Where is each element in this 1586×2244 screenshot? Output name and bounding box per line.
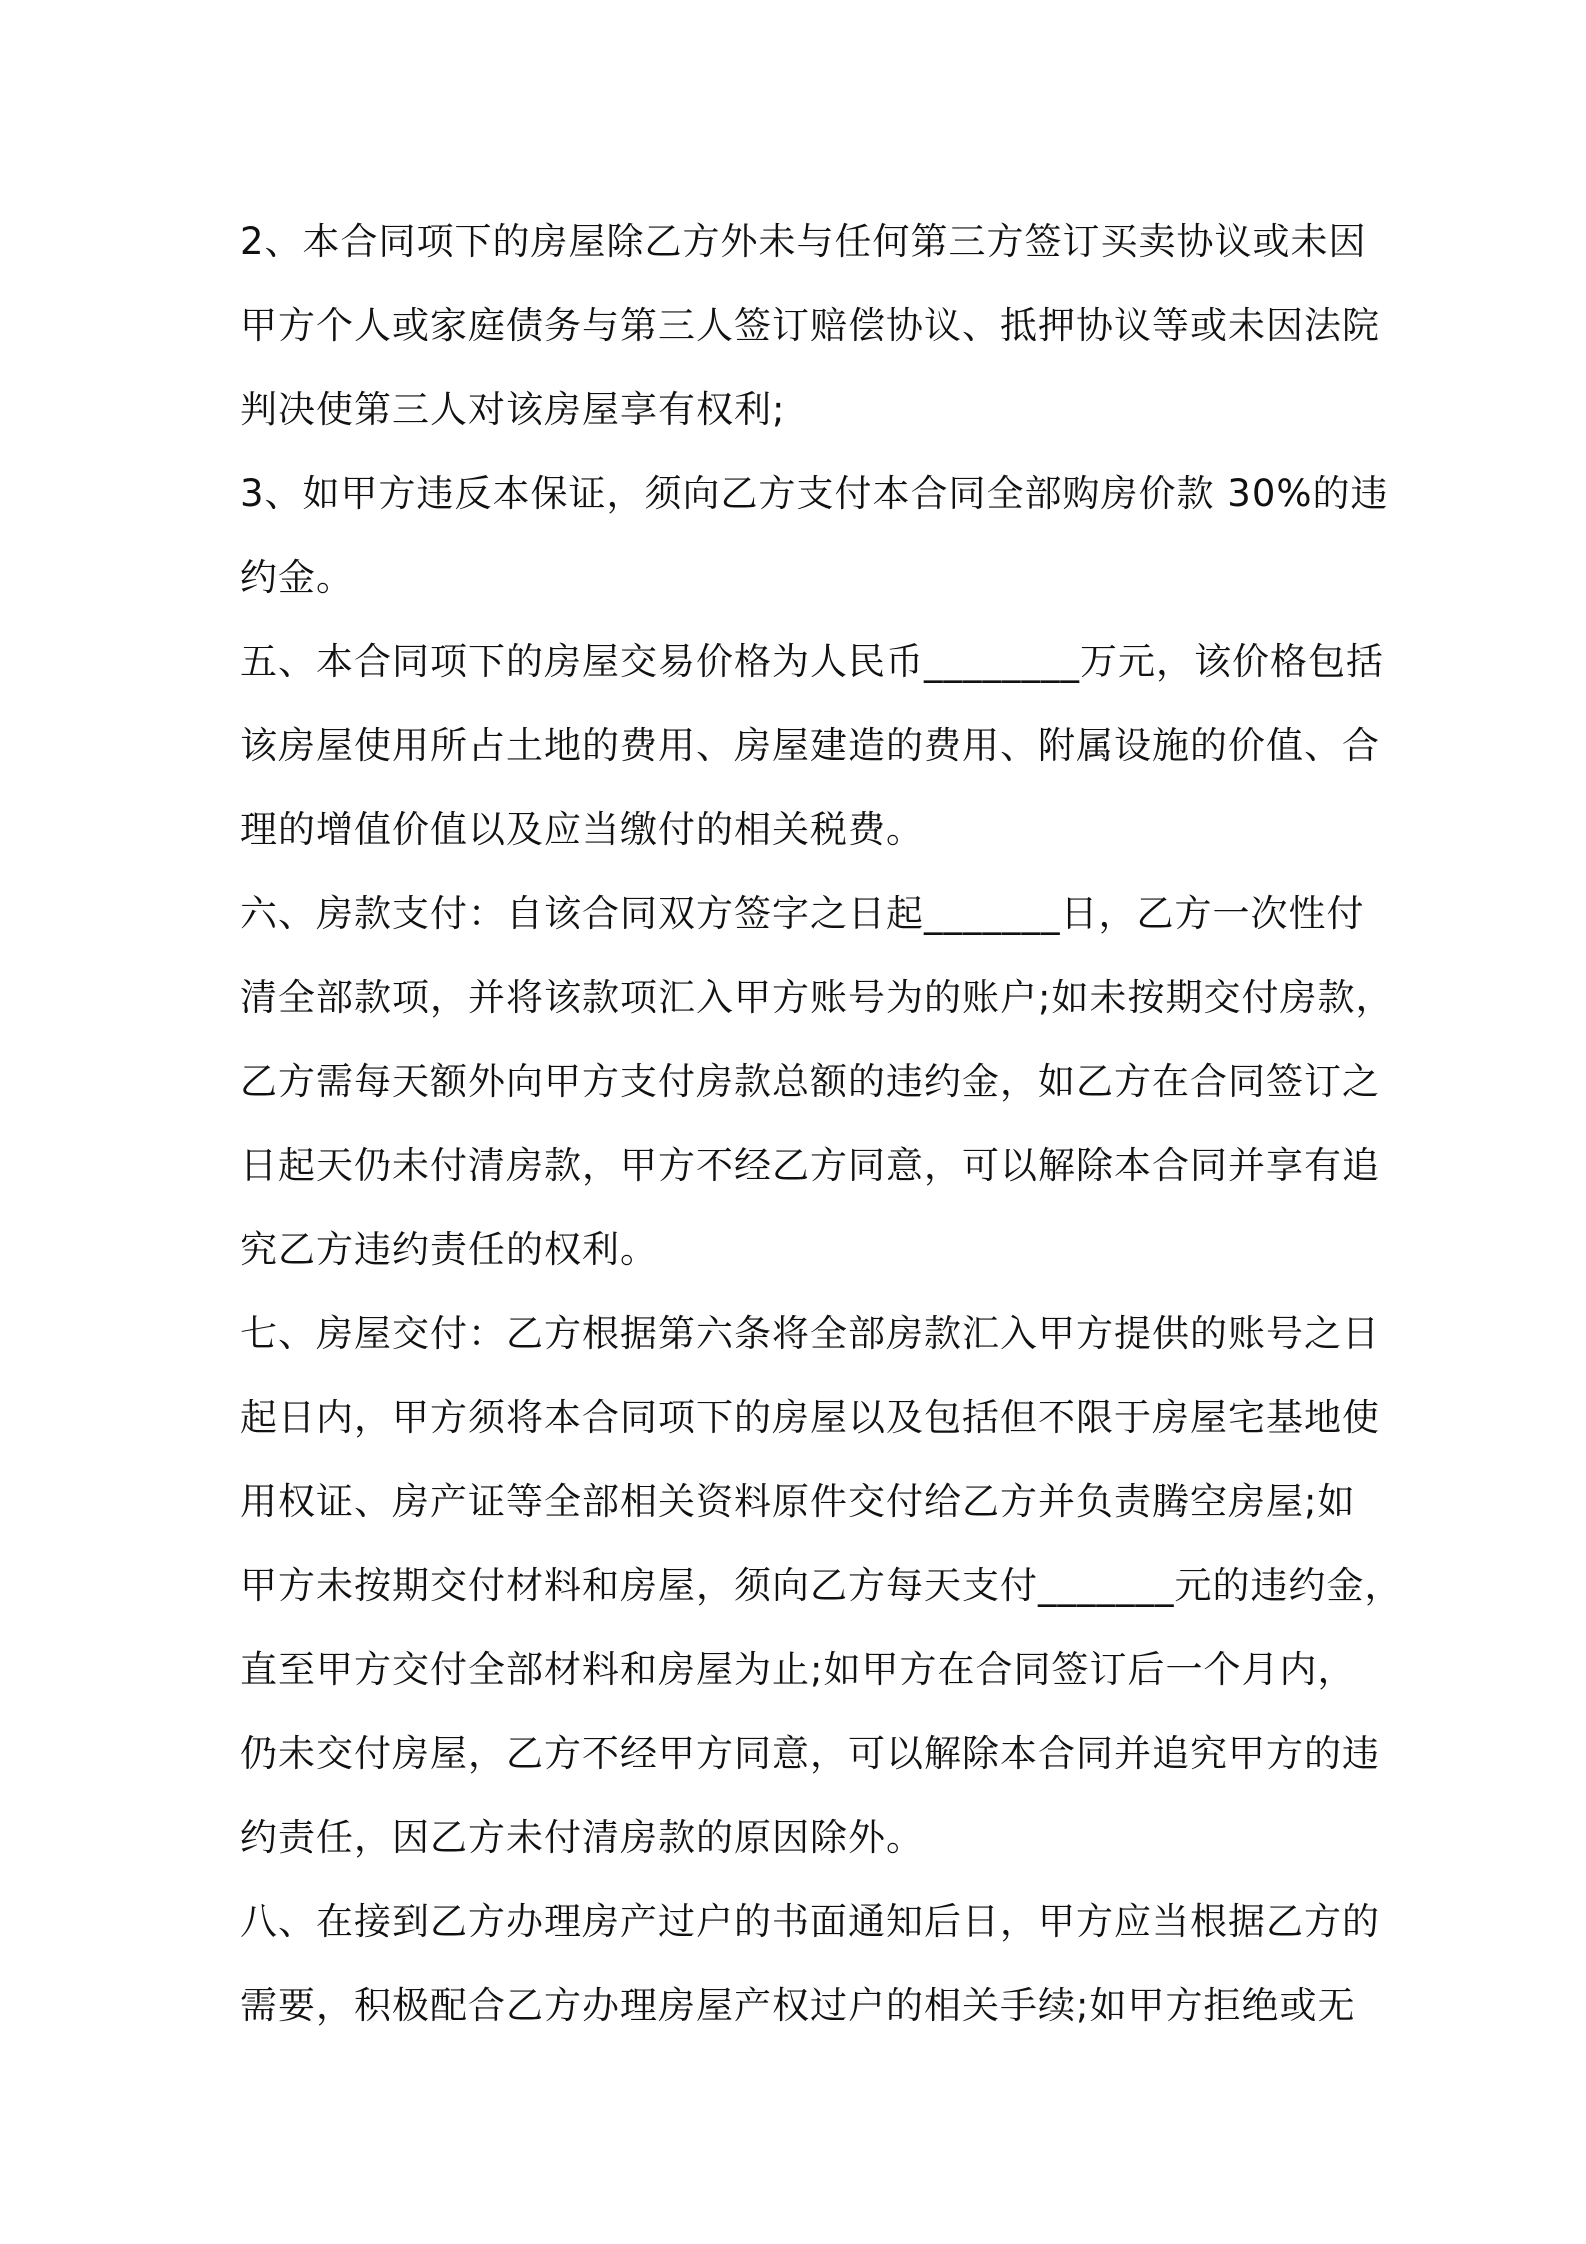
text-line: 甲方未按期交付材料和房屋，须向乙方每天支付_______元的违约金，	[240, 1564, 1403, 1607]
text-line: 五、本合同项下的房屋交易价格为人民币________万元，该价格包括	[240, 640, 1384, 683]
text-line: 七、房屋交付：乙方根据第六条将全部房款汇入甲方提供的账号之日	[240, 1312, 1380, 1355]
text-line: 理的增值价值以及应当缴付的相关税费。	[240, 808, 924, 851]
text-line: 八、在接到乙方办理房产过户的书面通知后日，甲方应当根据乙方的	[240, 1900, 1380, 1943]
text-line: 直至甲方交付全部材料和房屋为止;如甲方在合同签订后一个月内，	[240, 1648, 1356, 1691]
text-line: 3、如甲方违反本保证，须向乙方支付本合同全部购房价款 30%的违	[240, 472, 1389, 515]
text-line: 约责任，因乙方未付清房款的原因除外。	[240, 1816, 924, 1859]
text-line: 清全部款项，并将该款项汇入甲方账号为的账户;如未按期交付房款，	[240, 976, 1394, 1019]
text-line: 仍未交付房屋，乙方不经甲方同意，可以解除本合同并追究甲方的违	[240, 1732, 1380, 1775]
text-line: 用权证、房产证等全部相关资料原件交付给乙方并负责腾空房屋;如	[240, 1480, 1356, 1523]
text-line: 六、房款支付：自该合同双方签字之日起_______日，乙方一次性付	[240, 892, 1365, 935]
text-line: 2、本合同项下的房屋除乙方外未与任何第三方签订买卖协议或未因	[240, 220, 1367, 263]
text-line: 乙方需每天额外向甲方支付房款总额的违约金，如乙方在合同签订之	[240, 1060, 1380, 1103]
contract-body-text	[240, 200, 1403, 2048]
text-line: 约金。	[240, 556, 354, 599]
text-line: 判决使第三人对该房屋享有权利;	[240, 388, 786, 431]
text-line: 甲方个人或家庭债务与第三人签订赔偿协议、抵押协议等或未因法院	[240, 304, 1380, 347]
text-line: 日起天仍未付清房款，甲方不经乙方同意，可以解除本合同并享有追	[240, 1144, 1380, 1187]
text-line: 需要，积极配合乙方办理房屋产权过户的相关手续;如甲方拒绝或无	[240, 1984, 1356, 2027]
text-line: 该房屋使用所占土地的费用、房屋建造的费用、附属设施的价值、合	[240, 724, 1380, 767]
text-line: 究乙方违约责任的权利。	[240, 1228, 658, 1271]
text-line: 起日内，甲方须将本合同项下的房屋以及包括但不限于房屋宅基地使	[240, 1396, 1380, 1439]
